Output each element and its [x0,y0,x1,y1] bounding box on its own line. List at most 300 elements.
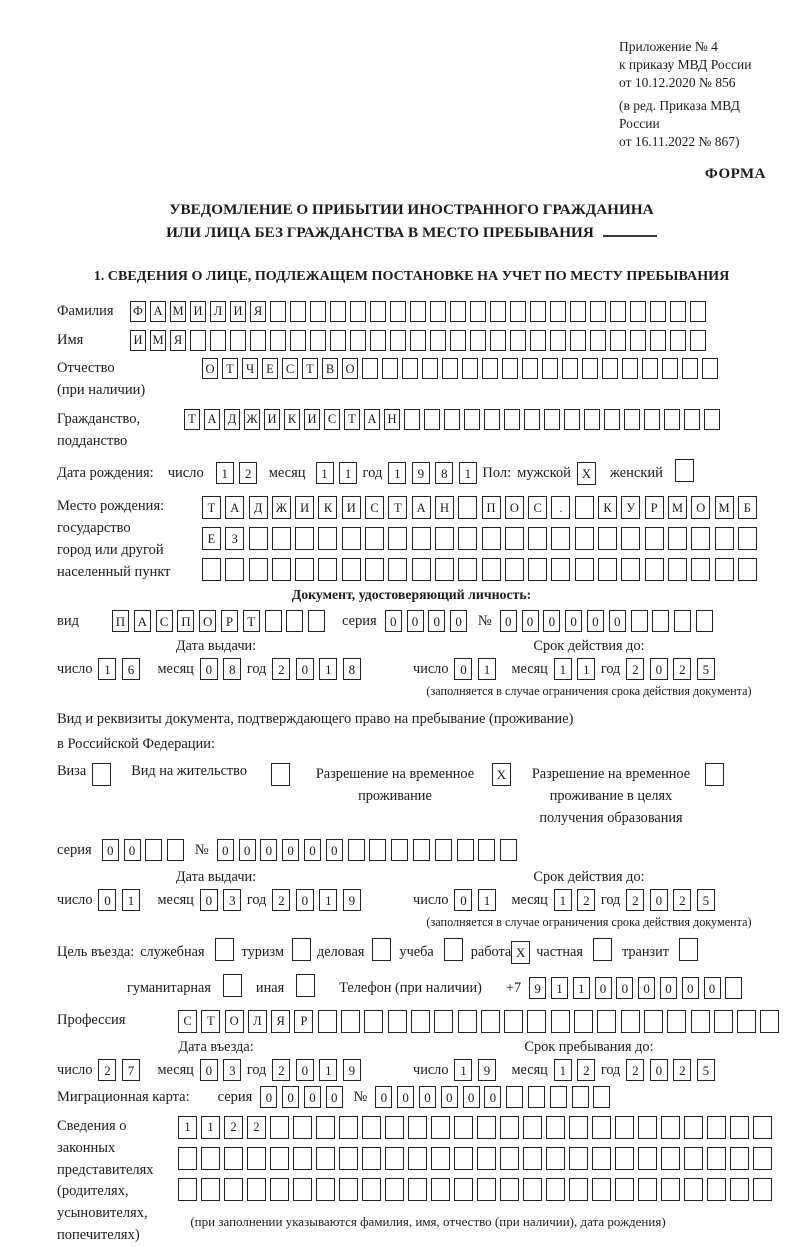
char-cell[interactable] [615,1116,634,1139]
char-cell[interactable]: Я [271,1010,290,1033]
char-cell[interactable]: 0 [282,1086,299,1108]
representatives-cells-1[interactable] [178,1116,776,1139]
date-cell[interactable]: 2 [673,658,691,680]
char-cell[interactable] [691,1010,710,1033]
checkbox-cell[interactable]: X [511,941,530,964]
char-cell[interactable] [502,358,518,379]
char-cell[interactable]: К [598,496,617,519]
char-cell[interactable] [341,1010,360,1033]
char-cell[interactable] [490,330,506,351]
char-cell[interactable]: Р [294,1010,313,1033]
char-cell[interactable]: 0 [522,610,539,632]
char-cell[interactable] [523,1116,542,1139]
char-cell[interactable] [330,330,346,351]
date-cell[interactable]: 1 [319,658,337,680]
char-cell[interactable]: 0 [375,1086,392,1108]
date-cell[interactable]: 5 [697,1059,715,1081]
char-cell[interactable]: В [322,358,338,379]
char-cell[interactable] [478,839,495,861]
char-cell[interactable] [668,527,687,550]
char-cell[interactable] [444,409,460,430]
char-cell[interactable] [458,1010,477,1033]
char-cell[interactable]: 0 [682,977,699,999]
birthplace-cells-2[interactable] [202,527,761,550]
char-cell[interactable] [308,610,325,632]
char-cell[interactable]: 2 [224,1116,243,1139]
char-cell[interactable] [362,1178,381,1201]
birthplace-cells-3[interactable] [202,558,761,581]
char-cell[interactable] [570,301,586,322]
char-cell[interactable] [270,1116,289,1139]
checkbox-cell[interactable] [444,938,463,961]
char-cell[interactable]: А [204,409,220,430]
char-cell[interactable] [293,1147,312,1170]
char-cell[interactable] [737,1010,756,1033]
char-cell[interactable] [715,558,734,581]
char-cell[interactable] [434,1010,453,1033]
char-cell[interactable]: 0 [304,1086,321,1108]
char-cell[interactable] [610,330,626,351]
char-cell[interactable] [574,1010,593,1033]
char-cell[interactable] [668,558,687,581]
temp-residence-checkbox[interactable] [492,763,511,786]
char-cell[interactable] [569,1116,588,1139]
char-cell[interactable] [575,496,594,519]
char-cell[interactable] [615,1178,634,1201]
purpose-business-checkbox[interactable] [372,938,391,966]
char-cell[interactable] [318,558,337,581]
char-cell[interactable] [201,1147,220,1170]
date-cell[interactable]: 2 [673,889,691,911]
entry-year[interactable] [272,1059,366,1081]
char-cell[interactable]: П [112,610,129,632]
date-cell[interactable]: 1 [554,658,572,680]
char-cell[interactable] [500,1147,519,1170]
date-cell[interactable]: 2 [626,1059,644,1081]
iddoc-valid-day[interactable] [454,658,501,680]
char-cell[interactable]: М [170,301,186,322]
char-cell[interactable] [622,358,638,379]
checkbox-cell[interactable] [593,938,612,961]
char-cell[interactable]: 2 [247,1116,266,1139]
char-cell[interactable]: Л [248,1010,267,1033]
date-cell[interactable]: 2 [673,1059,691,1081]
char-cell[interactable]: 0 [500,610,517,632]
resdoc-issue-day[interactable] [98,889,145,911]
char-cell[interactable]: 0 [304,839,321,861]
char-cell[interactable] [293,1178,312,1201]
char-cell[interactable]: К [318,496,337,519]
char-cell[interactable]: Б [738,496,757,519]
char-cell[interactable] [249,558,268,581]
representatives-cells-2[interactable] [178,1147,776,1170]
migration-number-cells[interactable] [375,1086,615,1108]
char-cell[interactable] [707,1116,726,1139]
char-cell[interactable] [270,330,286,351]
char-cell[interactable] [430,301,446,322]
char-cell[interactable]: Ж [244,409,260,430]
char-cell[interactable] [430,330,446,351]
char-cell[interactable]: 9 [529,977,546,999]
date-cell[interactable]: 0 [200,889,218,911]
resdoc-valid-year[interactable] [626,889,720,911]
char-cell[interactable] [592,1147,611,1170]
char-cell[interactable] [621,527,640,550]
char-cell[interactable]: 0 [595,977,612,999]
char-cell[interactable] [272,558,291,581]
char-cell[interactable] [458,558,477,581]
char-cell[interactable]: К [284,409,300,430]
char-cell[interactable]: М [715,496,734,519]
char-cell[interactable]: И [342,496,361,519]
char-cell[interactable] [510,330,526,351]
char-cell[interactable] [310,301,326,322]
char-cell[interactable] [225,558,244,581]
char-cell[interactable] [408,1116,427,1139]
char-cell[interactable] [457,839,474,861]
char-cell[interactable] [542,358,558,379]
date-cell[interactable]: 3 [223,1059,241,1081]
char-cell[interactable] [753,1147,772,1170]
char-cell[interactable] [342,558,361,581]
char-cell[interactable] [510,301,526,322]
char-cell[interactable] [454,1178,473,1201]
char-cell[interactable] [546,1178,565,1201]
char-cell[interactable]: С [528,496,547,519]
char-cell[interactable] [484,409,500,430]
entry-month[interactable] [200,1059,247,1081]
char-cell[interactable] [650,330,666,351]
char-cell[interactable] [316,1147,335,1170]
resdoc-issue-year[interactable] [272,889,366,911]
char-cell[interactable] [500,1178,519,1201]
representatives-cells-3[interactable] [178,1178,776,1201]
char-cell[interactable] [342,527,361,550]
char-cell[interactable]: И [295,496,314,519]
char-cell[interactable] [388,558,407,581]
date-cell[interactable]: 1 [459,462,477,484]
char-cell[interactable] [385,1147,404,1170]
date-cell[interactable]: 2 [272,889,290,911]
doc-series-cells[interactable] [385,610,472,632]
char-cell[interactable]: 0 [260,1086,277,1108]
date-cell[interactable]: 5 [697,658,715,680]
char-cell[interactable] [730,1116,749,1139]
checkbox-cell[interactable] [679,938,698,961]
date-cell[interactable]: 0 [98,889,116,911]
char-cell[interactable] [652,610,669,632]
iddoc-valid-month[interactable] [554,658,601,680]
char-cell[interactable] [424,409,440,430]
char-cell[interactable]: Я [170,330,186,351]
char-cell[interactable]: 0 [326,1086,343,1108]
char-cell[interactable] [524,409,540,430]
char-cell[interactable] [412,527,431,550]
char-cell[interactable] [408,1147,427,1170]
date-cell[interactable]: 2 [577,889,595,911]
date-cell[interactable]: 1 [122,889,140,911]
char-cell[interactable]: С [324,409,340,430]
char-cell[interactable] [402,358,418,379]
char-cell[interactable] [638,1147,657,1170]
date-cell[interactable]: 1 [554,1059,572,1081]
char-cell[interactable] [530,301,546,322]
char-cell[interactable]: Т [201,1010,220,1033]
char-cell[interactable]: Ж [272,496,291,519]
date-cell[interactable]: 0 [200,658,218,680]
char-cell[interactable] [569,1147,588,1170]
stay-year[interactable] [626,1059,720,1081]
char-cell[interactable] [316,1178,335,1201]
char-cell[interactable]: 0 [282,839,299,861]
char-cell[interactable] [247,1178,266,1201]
resdoc-issue-month[interactable] [200,889,247,911]
date-cell[interactable]: 2 [239,462,257,484]
char-cell[interactable]: 0 [587,610,604,632]
char-cell[interactable] [410,301,426,322]
char-cell[interactable] [570,330,586,351]
birth-month-cells[interactable] [316,462,363,484]
char-cell[interactable] [482,558,501,581]
char-cell[interactable] [339,1147,358,1170]
char-cell[interactable] [575,558,594,581]
date-cell[interactable]: 0 [650,889,668,911]
birth-day-cells[interactable] [216,462,263,484]
char-cell[interactable] [590,301,606,322]
char-cell[interactable]: А [412,496,431,519]
char-cell[interactable]: 1 [551,977,568,999]
char-cell[interactable] [546,1147,565,1170]
stay-day[interactable] [454,1059,501,1081]
char-cell[interactable]: И [264,409,280,430]
char-cell[interactable] [682,358,698,379]
char-cell[interactable]: З [225,527,244,550]
doc-number-cells[interactable] [500,610,718,632]
char-cell[interactable]: 0 [407,610,424,632]
char-cell[interactable] [318,527,337,550]
char-cell[interactable] [295,558,314,581]
migration-series-cells[interactable] [260,1086,347,1108]
char-cell[interactable]: 0 [609,610,626,632]
char-cell[interactable] [674,610,691,632]
char-cell[interactable] [661,1147,680,1170]
date-cell[interactable]: 1 [554,889,572,911]
date-cell[interactable]: 2 [626,658,644,680]
purpose-work-checkbox[interactable] [511,941,530,964]
date-cell[interactable]: 8 [343,658,361,680]
stay-month[interactable] [554,1059,601,1081]
char-cell[interactable]: М [668,496,687,519]
purpose-transit-checkbox[interactable] [679,938,698,966]
char-cell[interactable] [544,409,560,430]
male-checkbox[interactable] [577,462,596,485]
char-cell[interactable] [707,1178,726,1201]
char-cell[interactable] [730,1178,749,1201]
iddoc-valid-year[interactable] [626,658,720,680]
char-cell[interactable] [684,1116,703,1139]
char-cell[interactable] [730,1147,749,1170]
char-cell[interactable] [504,1010,523,1033]
char-cell[interactable] [431,1147,450,1170]
char-cell[interactable] [388,527,407,550]
char-cell[interactable]: А [364,409,380,430]
char-cell[interactable] [661,1116,680,1139]
char-cell[interactable] [500,1116,519,1139]
char-cell[interactable] [615,1147,634,1170]
char-cell[interactable] [382,358,398,379]
char-cell[interactable] [638,1116,657,1139]
char-cell[interactable]: 0 [102,839,119,861]
char-cell[interactable] [702,358,718,379]
date-cell[interactable]: 1 [454,1059,472,1081]
checkbox-cell[interactable] [292,938,311,961]
char-cell[interactable] [435,839,452,861]
char-cell[interactable] [270,1178,289,1201]
char-cell[interactable]: А [134,610,151,632]
date-cell[interactable]: 9 [412,462,430,484]
char-cell[interactable] [454,1147,473,1170]
char-cell[interactable]: 0 [450,610,467,632]
checkbox-cell[interactable] [675,459,694,482]
resdoc-valid-day[interactable] [454,889,501,911]
char-cell[interactable] [178,1147,197,1170]
char-cell[interactable] [390,330,406,351]
char-cell[interactable] [295,527,314,550]
char-cell[interactable] [270,1147,289,1170]
date-cell[interactable]: 2 [626,889,644,911]
char-cell[interactable] [650,301,666,322]
char-cell[interactable] [462,358,478,379]
checkbox-cell[interactable] [296,974,315,997]
char-cell[interactable] [630,330,646,351]
char-cell[interactable] [290,301,306,322]
date-cell[interactable]: 0 [296,889,314,911]
checkbox-cell[interactable] [271,763,290,786]
char-cell[interactable] [630,301,646,322]
date-cell[interactable]: 0 [296,1059,314,1081]
char-cell[interactable] [624,409,640,430]
char-cell[interactable] [431,1178,450,1201]
char-cell[interactable]: И [230,301,246,322]
char-cell[interactable] [691,527,710,550]
char-cell[interactable] [250,330,266,351]
date-cell[interactable]: 0 [650,658,668,680]
char-cell[interactable] [505,558,524,581]
date-cell[interactable]: 3 [223,889,241,911]
char-cell[interactable] [265,610,282,632]
char-cell[interactable]: Я [250,301,266,322]
purpose-study-checkbox[interactable] [444,938,463,966]
char-cell[interactable] [190,330,206,351]
char-cell[interactable] [318,1010,337,1033]
char-cell[interactable] [738,527,757,550]
char-cell[interactable] [593,1086,610,1108]
char-cell[interactable] [477,1147,496,1170]
char-cell[interactable] [621,1010,640,1033]
char-cell[interactable]: О [202,358,218,379]
char-cell[interactable]: 0 [616,977,633,999]
char-cell[interactable] [523,1147,542,1170]
char-cell[interactable]: Е [202,527,221,550]
date-cell[interactable]: 7 [122,1059,140,1081]
char-cell[interactable] [458,527,477,550]
char-cell[interactable] [664,409,680,430]
char-cell[interactable]: 0 [565,610,582,632]
char-cell[interactable] [362,1116,381,1139]
char-cell[interactable] [385,1178,404,1201]
char-cell[interactable] [348,839,365,861]
char-cell[interactable] [350,301,366,322]
char-cell[interactable]: 0 [704,977,721,999]
char-cell[interactable] [435,558,454,581]
doc-kind-cells[interactable] [112,610,330,632]
char-cell[interactable] [362,1147,381,1170]
char-cell[interactable] [638,1178,657,1201]
char-cell[interactable]: С [365,496,384,519]
char-cell[interactable]: 0 [428,610,445,632]
char-cell[interactable] [598,527,617,550]
char-cell[interactable] [477,1178,496,1201]
char-cell[interactable] [454,1116,473,1139]
char-cell[interactable] [610,301,626,322]
iddoc-issue-year[interactable] [272,658,366,680]
char-cell[interactable] [470,301,486,322]
checkbox-cell[interactable]: X [492,763,511,786]
char-cell[interactable] [621,558,640,581]
char-cell[interactable] [523,1178,542,1201]
char-cell[interactable]: 0 [660,977,677,999]
char-cell[interactable] [450,301,466,322]
char-cell[interactable] [293,1116,312,1139]
char-cell[interactable] [490,301,506,322]
date-cell[interactable]: 1 [478,658,496,680]
char-cell[interactable] [145,839,162,861]
char-cell[interactable] [330,301,346,322]
checkbox-cell[interactable] [223,974,242,997]
date-cell[interactable]: 0 [454,658,472,680]
char-cell[interactable] [369,839,386,861]
char-cell[interactable] [339,1116,358,1139]
checkbox-cell[interactable] [372,938,391,961]
char-cell[interactable]: 1 [573,977,590,999]
char-cell[interactable] [564,409,580,430]
char-cell[interactable] [530,330,546,351]
char-cell[interactable] [725,977,742,999]
date-cell[interactable]: 8 [223,658,241,680]
entry-day[interactable] [98,1059,145,1081]
char-cell[interactable] [391,839,408,861]
char-cell[interactable] [704,409,720,430]
char-cell[interactable] [670,301,686,322]
char-cell[interactable] [249,527,268,550]
char-cell[interactable]: О [199,610,216,632]
char-cell[interactable] [550,1086,567,1108]
birthplace-cells-1[interactable] [202,496,761,519]
char-cell[interactable] [528,558,547,581]
char-cell[interactable] [224,1178,243,1201]
char-cell[interactable] [505,527,524,550]
date-cell[interactable]: 6 [122,658,140,680]
char-cell[interactable]: И [304,409,320,430]
char-cell[interactable] [592,1116,611,1139]
date-cell[interactable]: 1 [319,1059,337,1081]
char-cell[interactable] [404,409,420,430]
char-cell[interactable]: Е [262,358,278,379]
char-cell[interactable] [435,527,454,550]
char-cell[interactable] [662,358,678,379]
char-cell[interactable] [572,1086,589,1108]
date-cell[interactable]: 1 [316,462,334,484]
